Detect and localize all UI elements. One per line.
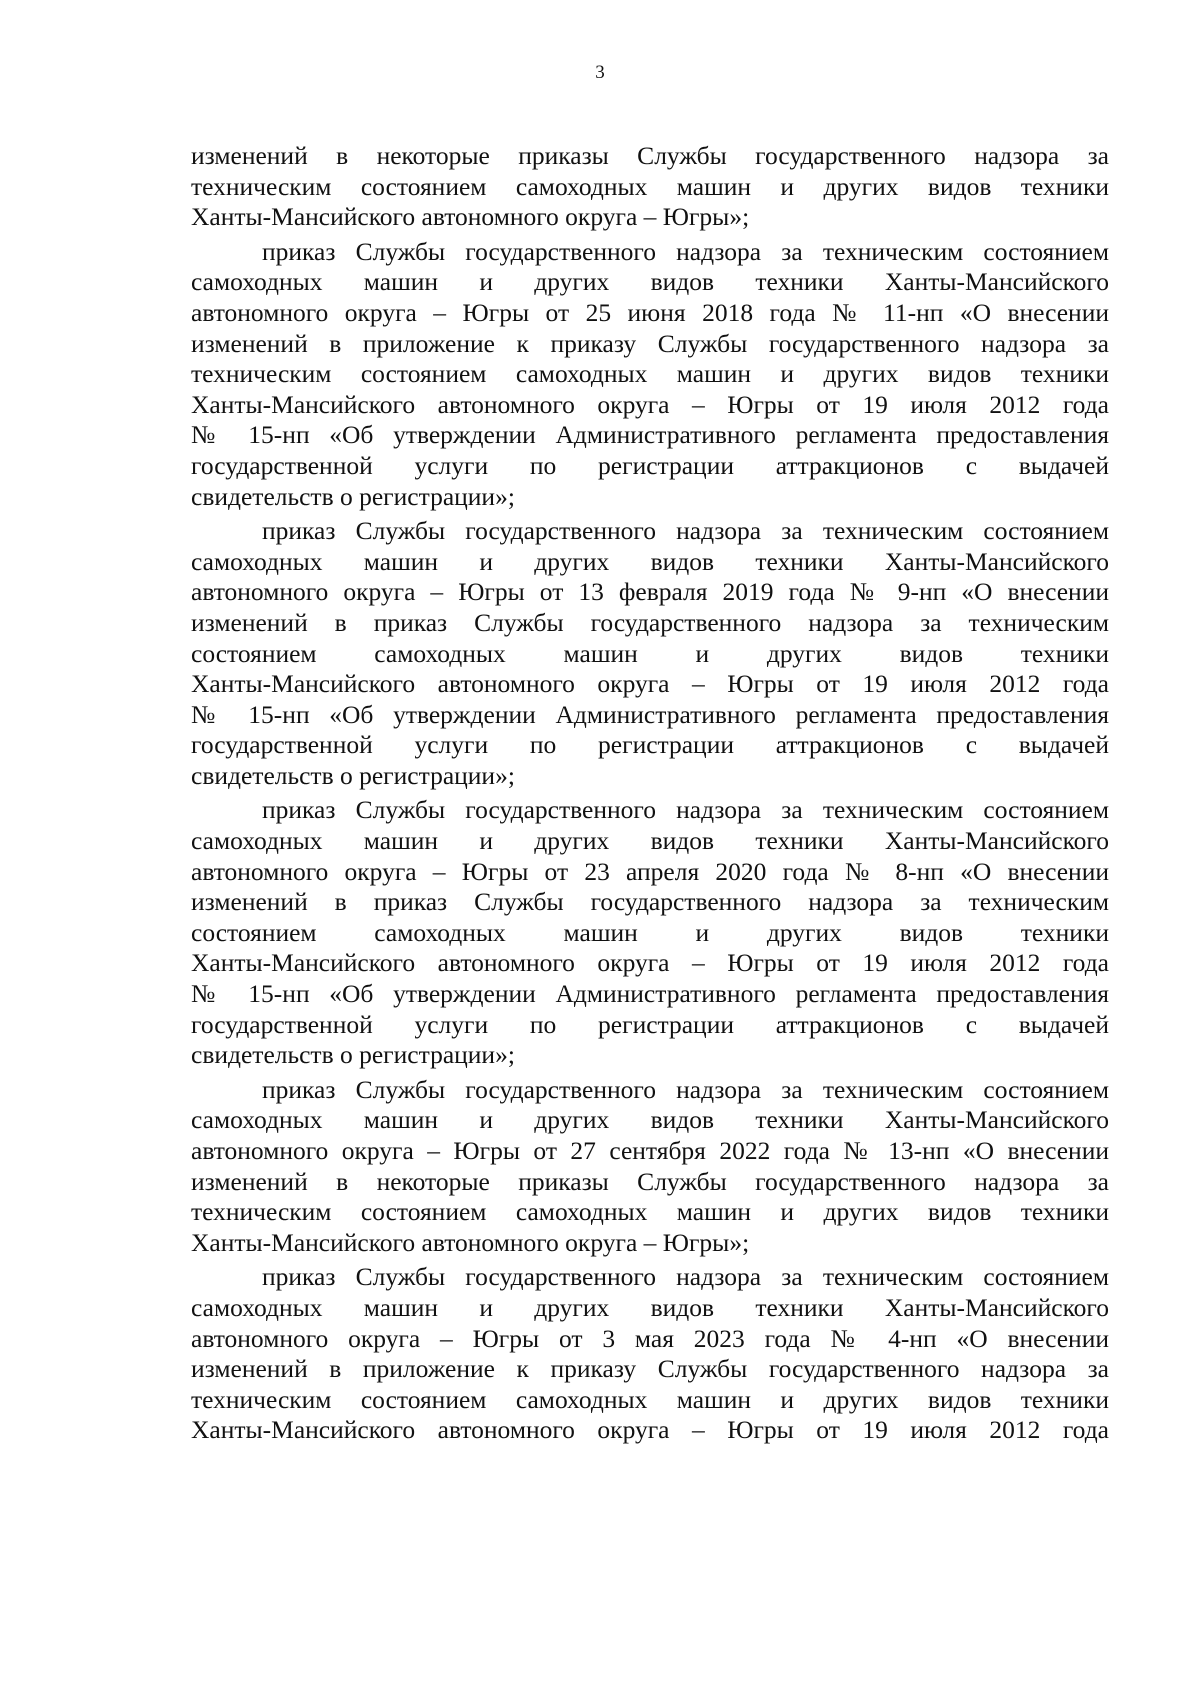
- text-line: приказ Службы государственного надзора за техническим состоянием: [262, 795, 1109, 825]
- text-line: государственной услуги по регистрации аттракционов с выдачей: [191, 450, 1109, 480]
- text-line: № 15-нп «Об утверждении Административного регламента предоставления: [191, 979, 1109, 1009]
- text-line: автономного округа – Югры от 27 сентября 2022 года № 13-нп «О внесении: [191, 1136, 1109, 1165]
- text-line: Ханты-Мансийского автономного округа – Югры от 19 июля 2012 года: [191, 389, 1109, 419]
- text-line: самоходных машин и других видов техники Ханты-Мансийского: [191, 267, 1109, 297]
- text-line: приказ Службы государственного надзора за техническим состоянием: [262, 516, 1109, 546]
- text-line: техническим состоянием самоходных машин и других видов техники: [191, 359, 1109, 389]
- text-line: автономного округа – Югры от 13 февраля 2019 года № 9-нп «О внесении: [191, 577, 1109, 607]
- text-line: изменений в приложение к приказу Службы государственного надзора за: [191, 328, 1109, 358]
- text-line: состоянием самоходных машин и других видов техники: [191, 917, 1109, 947]
- text-line: изменений в некоторые приказы Службы государственного надзора за: [191, 1166, 1109, 1196]
- text-line: приказ Службы государственного надзора за техническим состоянием: [262, 236, 1109, 266]
- text-line: свидетельств о регистрации»;: [191, 760, 515, 790]
- text-line: свидетельств о регистрации»;: [191, 481, 515, 511]
- text-line: Ханты-Мансийского автономного округа – Югры от 19 июля 2012 года: [191, 669, 1109, 699]
- paragraph-4: [191, 795, 1109, 1070]
- page-number: 3: [595, 62, 605, 83]
- text-line: Ханты-Мансийского автономного округа – Югры от 19 июля 2012 года: [191, 948, 1109, 978]
- text-line: № 15-нп «Об утверждении Административного регламента предоставления: [191, 699, 1109, 729]
- text-line: техническим состоянием самоходных машин и других видов техники: [191, 171, 1109, 201]
- text-line: самоходных машин и других видов техники Ханты-Мансийского: [191, 546, 1109, 576]
- paragraph-3: [191, 516, 1109, 791]
- text-line: № 15-нп «Об утверждении Административного регламента предоставления: [191, 420, 1109, 450]
- text-line: автономного округа – Югры от 3 мая 2023 года № 4-нп «О внесении: [191, 1323, 1109, 1353]
- text-line: приказ Службы государственного надзора за техническим состоянием: [262, 1262, 1109, 1292]
- text-line: состоянием самоходных машин и других видов техники: [191, 638, 1109, 668]
- text-line: самоходных машин и других видов техники Ханты-Мансийского: [191, 1292, 1109, 1322]
- text-line: государственной услуги по регистрации аттракционов с выдачей: [191, 1009, 1109, 1039]
- text-line: свидетельств о регистрации»;: [191, 1040, 515, 1070]
- paragraph-6: [191, 1262, 1109, 1446]
- text-line: государственной услуги по регистрации аттракционов с выдачей: [191, 730, 1109, 760]
- text-line: приказ Службы государственного надзора за техническим состоянием: [262, 1074, 1109, 1104]
- text-line: Ханты-Мансийского автономного округа – Югры»;: [191, 1227, 750, 1257]
- text-line: изменений в приказ Службы государственного надзора за техническим: [191, 887, 1109, 917]
- text-line: Ханты-Мансийского автономного округа – Югры от 19 июля 2012 года: [191, 1415, 1109, 1445]
- text-line: Ханты-Мансийского автономного округа – Югры»;: [191, 202, 750, 232]
- text-line: изменений в некоторые приказы Службы государственного надзора за: [191, 141, 1109, 170]
- text-line: самоходных машин и других видов техники Ханты-Мансийского: [191, 1105, 1109, 1135]
- text-line: автономного округа – Югры от 23 апреля 2020 года № 8-нп «О внесении: [191, 856, 1109, 886]
- text-line: изменений в приказ Службы государственного надзора за техническим: [191, 607, 1109, 637]
- paragraph-5: [191, 1075, 1109, 1259]
- text-line: самоходных машин и других видов техники Ханты-Мансийского: [191, 826, 1109, 856]
- text-line: техническим состоянием самоходных машин и других видов техники: [191, 1197, 1109, 1227]
- text-line: изменений в приложение к приказу Службы государственного надзора за: [191, 1354, 1109, 1384]
- paragraph-1: [191, 141, 1109, 233]
- text-line: техническим состоянием самоходных машин и других видов техники: [191, 1384, 1109, 1414]
- paragraph-2: [191, 237, 1109, 512]
- text-line: автономного округа – Югры от 25 июня 2018 года № 11-нп «О внесении: [191, 297, 1109, 327]
- document-body: [191, 141, 1109, 1450]
